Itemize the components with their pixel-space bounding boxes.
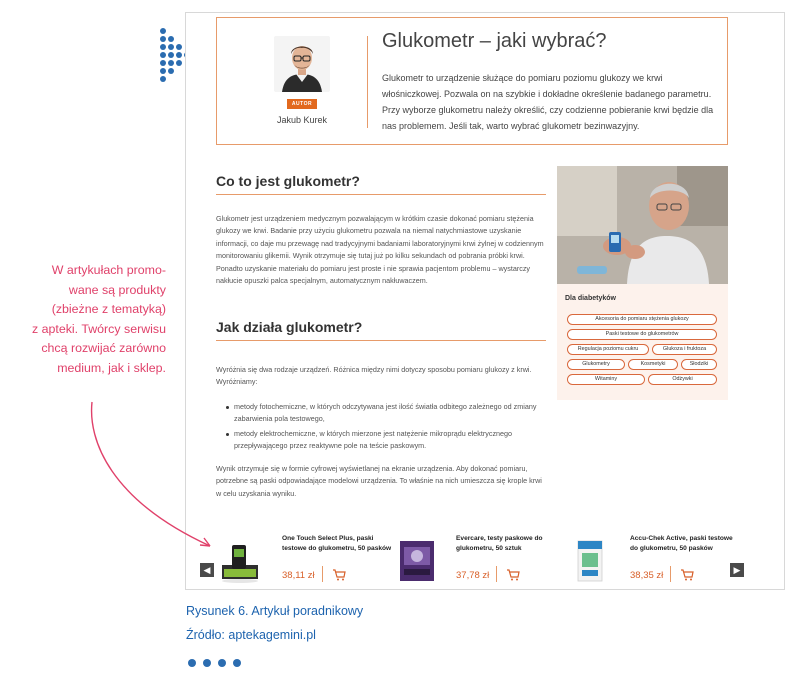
section-paragraph: Wynik otrzymuje się w formie cyfrowej wyświetlanej na ekranie urządzenia. Aby dokonać pomiaru, potrzebne są paski odpowiadające modelowi urządzenia. To właśnie na nich umieszcza się krople krwi w celu uzyskania wyniku. [216, 464, 542, 498]
price-divider [496, 566, 497, 582]
tag-sugar-regulation[interactable]: Regulacja poziomu cukru [567, 344, 649, 355]
article-screenshot [185, 12, 785, 590]
tag-sweeteners[interactable]: Słodziki [681, 359, 717, 370]
logo-dot [160, 36, 166, 42]
tag-test-strips[interactable]: Paski testowe do glukometrów [567, 329, 717, 340]
annotation-line: wane są produkty [68, 282, 166, 297]
section-paragraph: Glukometr jest urządzeniem medycznym pozwalającym w krótkim czasie dokonać pomiaru stężenia glukozy we krwi. Badanie przy użyciu glukometru pozwala na niemal natychmiastowe uzyskanie informacji, co daje mu przewagę nad tradycyjnymi badaniami laboratoryjnymi krwi żylnej w codziennym monitorowaniu glikemii. Wynik otrzymuje się tutaj już po kilku sekundach od pobrania próbki krwi. Ponadto uzyskanie materiału do pomiaru jest proste i nie sprawia pacjentom problemu – wystarczy nakłucie opuszki palca specjalnym, automatycznym nakłuwaczem. [216, 214, 544, 286]
logo-dot [160, 28, 166, 34]
figure-source: Źródło: aptekagemini.pl [186, 628, 316, 642]
logo-dot [160, 68, 166, 74]
product-image[interactable] [396, 537, 440, 585]
article-title: Glukometr – jaki wybrać? [382, 30, 607, 52]
logo-dot [168, 44, 174, 50]
author-block [257, 36, 347, 125]
logo-dot [160, 44, 166, 50]
section-divider [216, 194, 546, 195]
carousel-next-button[interactable] [730, 563, 744, 577]
logo-dot [168, 60, 174, 66]
annotation-text [20, 261, 166, 378]
logo-dot [168, 52, 174, 58]
logo-dot [160, 60, 166, 66]
tag-cosmetics[interactable]: Kosmetyki [628, 359, 678, 370]
logo-dot [168, 36, 174, 42]
article-header-box [216, 17, 728, 145]
logo-dot [160, 76, 166, 82]
logo-dot [176, 60, 182, 66]
diabetic-photo [557, 166, 728, 284]
author-avatar [274, 36, 330, 92]
tag-glucose-fructose[interactable]: Glukoza i fruktoza [652, 344, 717, 355]
price-divider [670, 566, 671, 582]
product-price: 38,11 zł [282, 570, 315, 581]
annotation-line: (zbieżne z tematyką) [51, 302, 166, 316]
tag-glucose-accessories[interactable]: Akcesoria do pomiaru stężenia glukozy [567, 314, 717, 325]
carousel-prev-button[interactable] [200, 563, 214, 577]
header-divider [367, 36, 368, 128]
chevron-right-icon: ▶ [733, 565, 741, 575]
product-name[interactable]: Accu-Chek Active, paski testowe do glukometru, 50 pasków [630, 535, 733, 552]
logo-dot [160, 52, 166, 58]
product-name[interactable]: Evercare, testy paskowe do glukometru, 50 sztuk [456, 535, 543, 552]
method-list [226, 401, 546, 455]
product-name[interactable]: One Touch Select Plus, paski testowe do glukometru, 50 pasków [282, 535, 392, 552]
product-price: 37,78 zł [456, 570, 490, 581]
product-price: 38,35 zł [630, 570, 664, 581]
cart-icon[interactable] [680, 569, 694, 581]
diabetic-categories-box [557, 284, 728, 400]
annotation-line: chcą rozwijać zarówno [41, 341, 166, 355]
cart-icon[interactable] [506, 569, 520, 581]
section-heading-what-is: Co to jest glukometr? [216, 173, 360, 189]
section-heading-how-works: Jak działa glukometr? [216, 319, 363, 335]
annotation-line: medium, jak i sklep. [57, 360, 166, 375]
author-name[interactable]: Jakub Kurek [276, 115, 328, 125]
section-divider [216, 340, 546, 341]
list-item: metody fotochemiczne, w których odczytywana jest ilość światła odbitego zależnego od zmiany zabarwienia pola testowego, [226, 401, 546, 426]
annotation-line: z apteki. Twórcy serwisu [31, 321, 166, 336]
section-paragraph: Wyróżnia się dwa rodzaje urządzeń. Różnica między nimi dotyczy sposobu pomiaru glukozy z krwi. Wyróżniamy: [216, 365, 532, 387]
tag-glucometers[interactable]: Glukometry [567, 359, 625, 370]
tag-vitamins[interactable]: Witaminy [567, 374, 645, 385]
article-lead: Glukometr to urządzenie służące do pomiaru poziomu glukozy we krwi włośniczkowej. Pozwala on na szybkie i dokładne określenie badanego parametru. Przy wyborze glukometru należy określić, czy codzienne pobieranie krwi będzie dla nas problemem. Jeśli tak, warto wybrać glukometr bezinwazyjny. [382, 73, 714, 131]
annotation-line: W artykułach promo- [51, 263, 166, 277]
tag-nutrients[interactable]: Odżywki [648, 374, 717, 385]
author-badge: AUTOR [287, 99, 317, 109]
price-divider [322, 566, 323, 582]
product-image[interactable] [570, 537, 614, 585]
product-image[interactable] [218, 537, 262, 585]
logo-dot [176, 52, 182, 58]
logo-dot [168, 68, 174, 74]
figure-caption: Rysunek 6. Artykuł poradnikowy [186, 604, 364, 618]
logo-dot [176, 44, 182, 50]
chevron-left-icon: ◀ [203, 565, 211, 575]
list-item: metody elektrochemiczne, w których mierzone jest natężenie mikroprądu elektrycznego przepływającego przez reaktywne pole na teście paskowym. [226, 428, 546, 453]
cart-icon[interactable] [332, 569, 346, 581]
decorative-dots-icon [188, 654, 248, 672]
sidebar-title: Dla diabetyków [565, 295, 616, 302]
